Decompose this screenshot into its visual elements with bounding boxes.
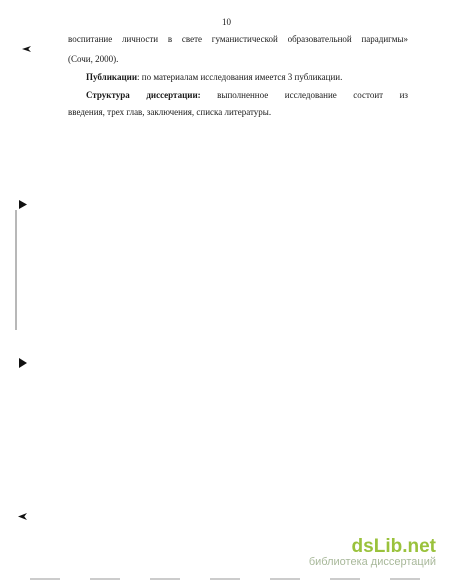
publications-text: : по материалам исследования имеется 3 публикации. xyxy=(137,72,343,82)
scan-edge-line xyxy=(15,210,17,330)
publications-heading: Публикации xyxy=(86,72,137,82)
watermark xyxy=(309,536,436,568)
scan-margin-mark xyxy=(19,200,27,209)
watermark-subtitle: библиотека диссертаций xyxy=(308,556,436,568)
text-line-2: (Сочи, 2000). xyxy=(68,54,119,64)
structure-heading: Структура диссертации: xyxy=(86,90,201,100)
page-number: 10 xyxy=(222,17,231,27)
publications-line xyxy=(86,71,342,83)
text-line-5: введения, трех глав, заключения, списка литературы. xyxy=(68,107,272,117)
structure-text: выполненное исследование состоит из xyxy=(200,90,408,100)
scan-margin-mark xyxy=(18,513,27,520)
watermark-logo: dsLib.net xyxy=(351,536,436,557)
scan-margin-mark xyxy=(19,358,27,368)
scan-bottom-edge xyxy=(30,578,430,580)
scan-margin-mark xyxy=(22,46,31,52)
text-line-1: воспитание личности в свете гуманистической образовательной парадигмы» xyxy=(68,34,408,44)
structure-line xyxy=(86,89,408,101)
